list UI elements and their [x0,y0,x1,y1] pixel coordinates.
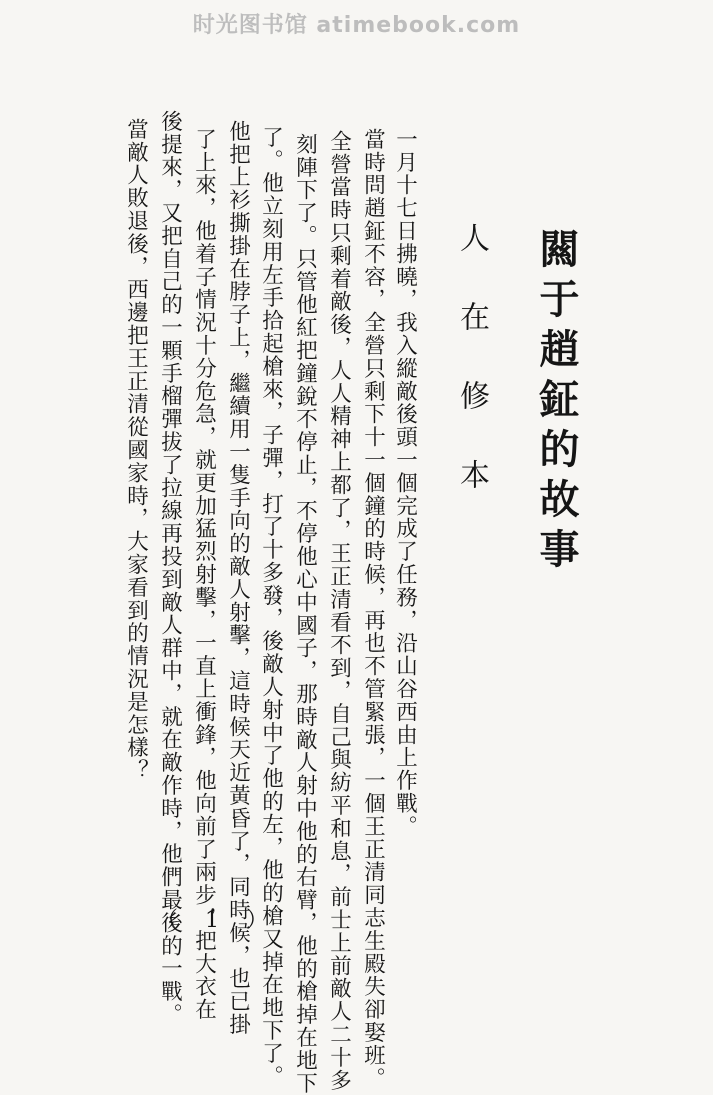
text-column-5: 了。他立刻用左手拾起槍來，子彈，打了十多發，後敵人射中了他的左，他的槍又掉在地下了。 [258,126,284,1088]
text-column-8: 後提來，又把自己的一顆手榴彈拔了拉線再投到敵人群中，就在敵作時，他們最後的一戰。 [157,110,183,1026]
text-column-4: 刻陣下了。只管他紅把鐘銳不停止，不停他心中國子，那時敵人射中他的右臂，他的槍掉在地下 [292,133,318,1095]
text-column-6: 他把上衫撕掛在脖子上，繼續用一隻手向的敵人射擊，這時候天近黃昏了，同時候，也已掛 [225,120,251,1036]
author-name: 人 在 修 本 [454,222,489,496]
watermark: 时光图书馆 atimebook.com [192,13,521,38]
text-column-7: 了上來，他着子情況十分危急，就更加猛烈射擊，一直上衝鋒，他向前了兩步，把大衣在 [191,128,217,1022]
text-column-3: 全營當時只剩着敵後，人人精神上都了，王正清看不到，自己與紡平和息，前士上前敵人二十多 [326,130,352,1092]
text-column-9: 當敵人敗退後，西邊把王正清從國家時，大家看到的情況是怎樣？ [123,118,149,783]
page-number: （ 1 ） [156,908,278,933]
text-column-1: 一月十七日拂曉，我入縱敵後頭一個完成了任務，沿山谷西由上作戰。 [392,128,418,838]
text-column-2: 當時問趙鉦不容，全營只剩下十一個鐘的時候，再也不管緊張，一個王正清同志生殿失卻娶班。 [360,128,386,1090]
chapter-title: 闗于趙鉦的故事 [533,228,580,578]
